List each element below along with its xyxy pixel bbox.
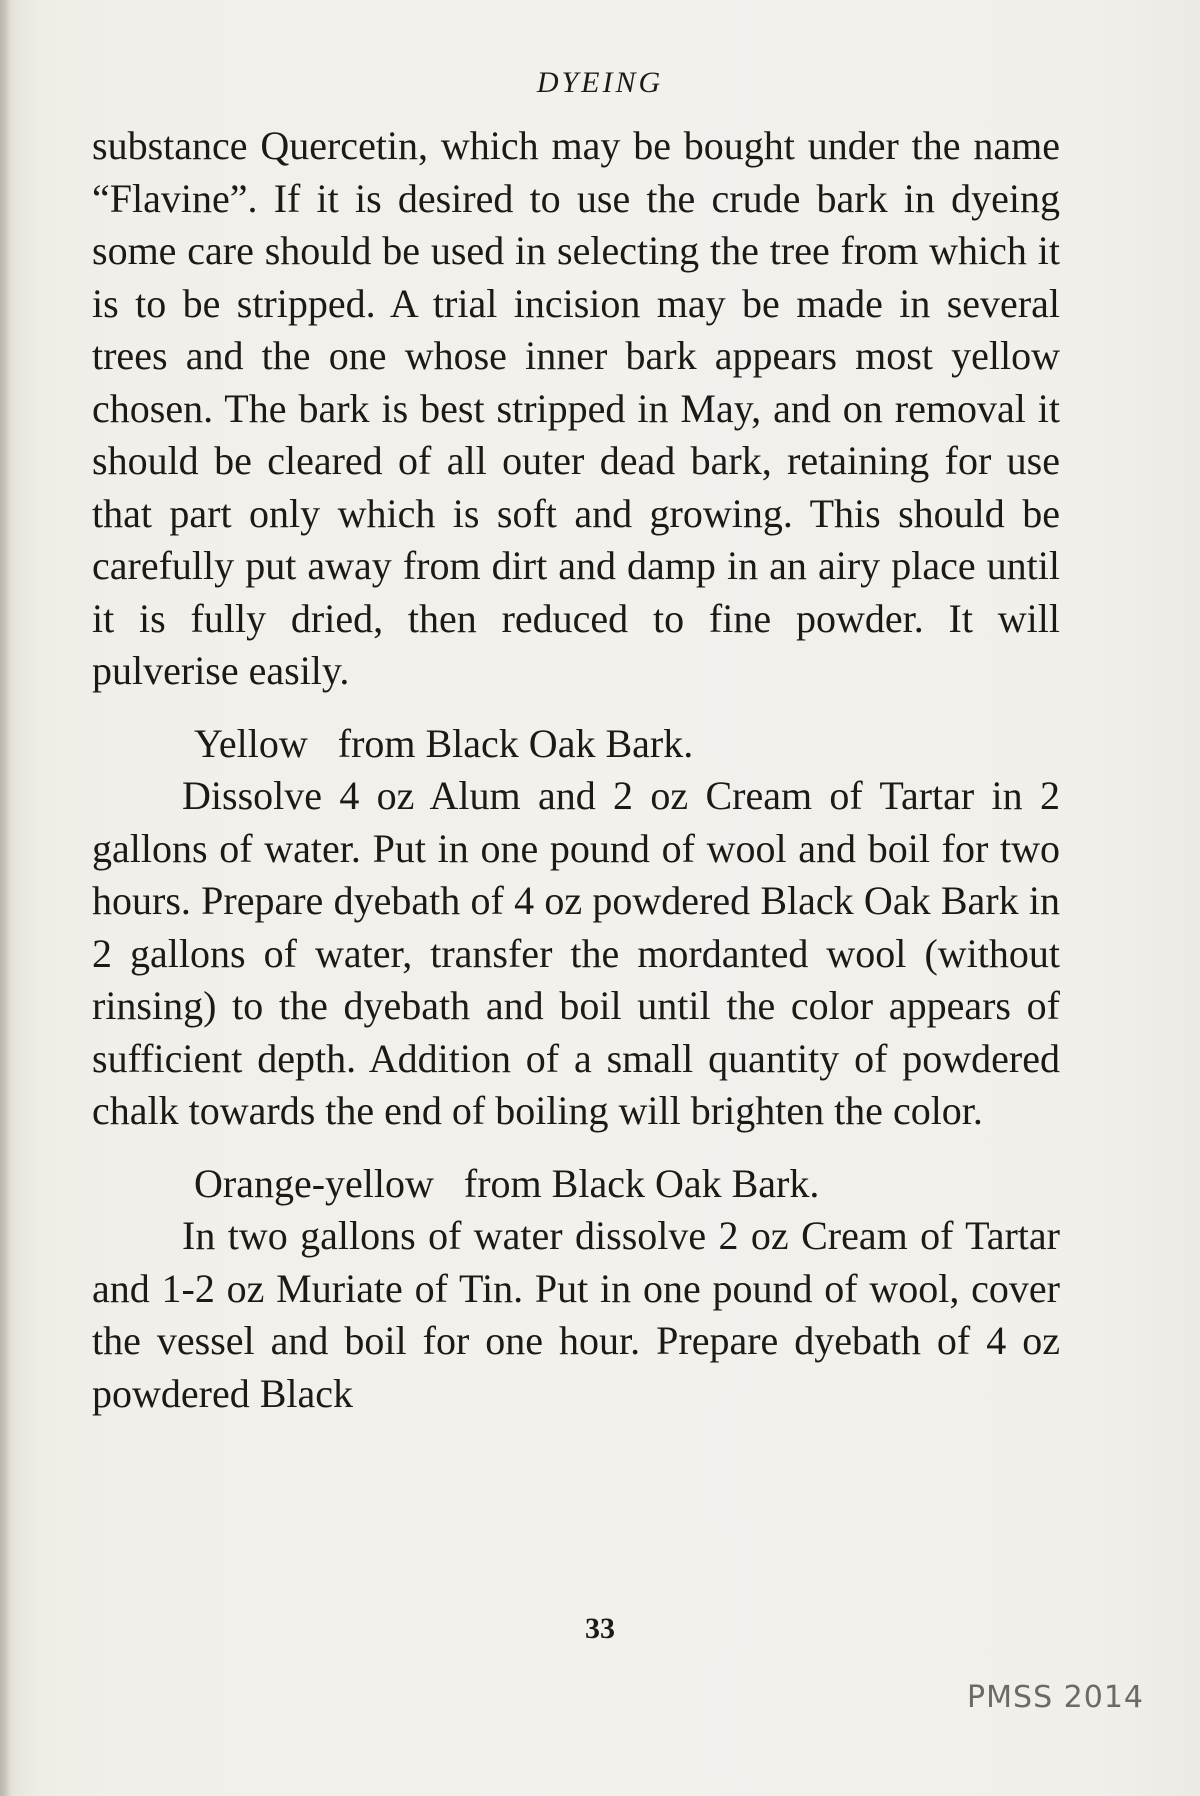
spine-shadow	[0, 0, 10, 1796]
watermark: PMSS 2014	[967, 1680, 1144, 1715]
body-text	[92, 120, 1060, 1420]
page-number: 33	[585, 1612, 615, 1645]
paragraph-quercetin: substance Quercetin, which may be bought under the name “Flavine”. If it is desired to use the crude bark in dyeing some care should be used in selecting the tree from which it is to be stripped. A trial incision may be made in several trees and the one whose inner bark appears most yellow chosen. The bark is best stripped in May, and on removal it should be cleared of all outer dead bark, retaining for use that part only which is soft and growing. This should be carefully put away from dirt and damp in an airy place until it is fully dried, then reduced to fine powder. It will pulverise easily.	[92, 123, 1060, 693]
recipe-yellow: Dissolve 4 oz Alum and 2 oz Cream of Tartar in 2 gallons of water. Put in one pound of wool and boil for two hours. Prepare dyebath of 4 oz powdered Black Oak Bark in 2 gallons of water, transfer the mordanted wool (without rinsing) to the dyebath and boil until the color appears of sufficient depth. Addition of a small quantity of powdered chalk towards the end of boiling will brighten the color.	[92, 773, 1060, 1133]
recipe-heading-orange-yellow: Orange-yellow from Black Oak Bark.	[194, 1160, 820, 1206]
recipe-orange-yellow: In two gallons of water dissolve 2 oz Cream of Tartar and 1-2 oz Muriate of Tin. Put in one pound of wool, cover the vessel and boil for one hour. Prepare dyebath of 4 oz powdered Black	[92, 1213, 1060, 1416]
running-head: DYEING	[536, 66, 664, 99]
recipe-heading-yellow: Yellow from Black Oak Bark.	[194, 720, 694, 766]
